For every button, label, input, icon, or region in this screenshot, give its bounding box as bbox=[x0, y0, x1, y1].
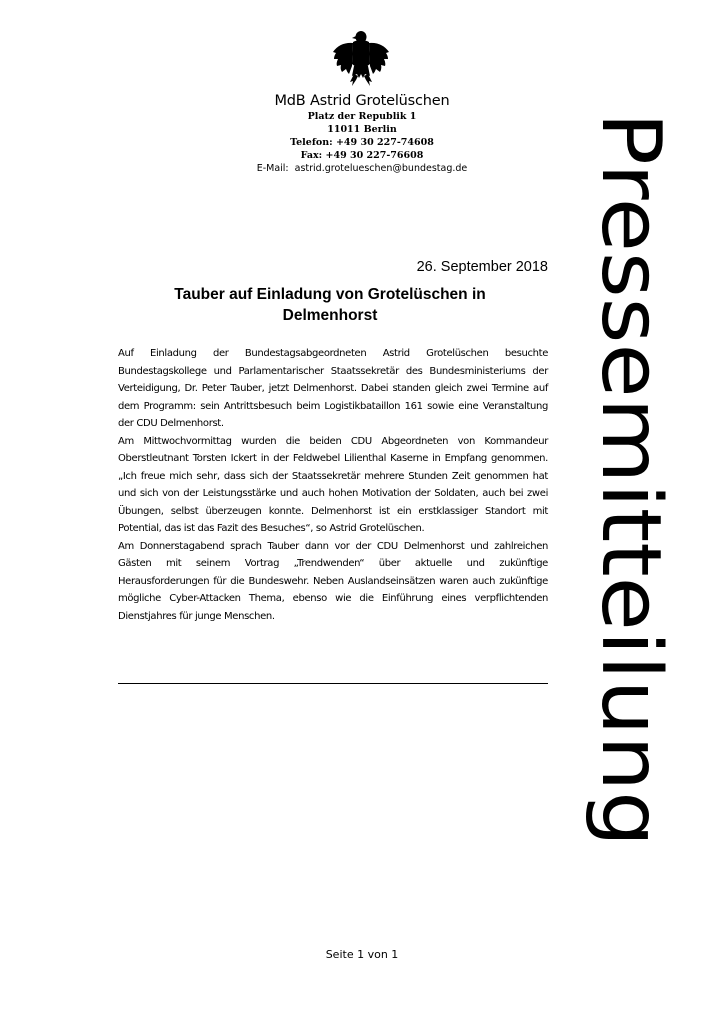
letterhead-phone: Telefon: +49 30 227-74608 bbox=[290, 137, 434, 148]
letterhead-street: Platz der Republik 1 bbox=[307, 111, 417, 122]
side-title-pressemitteilung bbox=[575, 112, 695, 850]
letterhead-email-row bbox=[200, 162, 524, 175]
page-number: Seite 1 von 1 bbox=[325, 948, 399, 961]
letterhead-email-link[interactable]: astrid.grotelueschen@bundestag.de bbox=[294, 163, 468, 174]
letterhead bbox=[200, 92, 524, 175]
letterhead-email-label: E-Mail: bbox=[256, 163, 289, 174]
headline-line-1: Tauber auf Einladung von Grotelüschen in bbox=[174, 286, 486, 303]
federal-eagle-icon bbox=[332, 28, 390, 88]
body-text bbox=[118, 345, 548, 625]
side-title-text: Pressemitteilung bbox=[583, 112, 678, 798]
letterhead-name: MdB Astrid Grotelüschen bbox=[274, 93, 450, 109]
letterhead-city: 11011 Berlin bbox=[327, 124, 397, 135]
letterhead-fax: Fax: +49 30 227-76608 bbox=[300, 150, 424, 161]
body-paragraph-1: Auf Einladung der Bundestagsabgeordneten Astrid Grotelüschen besuchte Bundestagskollege und Parlamentarischer Staatssekretär des Bundesministeriums der Verteidigung, Dr. Peter Tauber, jetzt Delmenhorst. Dabei standen gleich zwei Termine auf dem Programm: sein Antrittsbesuch beim Logistikbataillon 161 sowie eine Veranstaltung der CDU Delmenhorst. bbox=[118, 348, 548, 429]
body-paragraph-3: Am Donnerstagabend sprach Tauber dann vor der CDU Delmenhorst und zahlreichen Gästen mit seinem Vortrag „Trendwenden“ über aktuelle und zukünftige Herausforderungen für die Bundeswehr. Neben Auslandseinsätzen waren auch zukünftige mögliche Cyber-Attacken Thema, ebenso wie die Einführung eines verpflichtenden Dienstjahres für junge Menschen. bbox=[118, 540, 548, 622]
release-date: 26. September 2018 bbox=[416, 259, 548, 275]
horizontal-rule bbox=[118, 683, 548, 684]
headline bbox=[110, 284, 550, 326]
body-paragraph-2: Am Mittwochvormittag wurden die beiden CDU Abgeordneten von Kommandeur Oberstleutnant Torsten Ickert in der Feldwebel Lilienthal Kaserne in Empfang genommen. „Ich freue mich sehr, dass sich der Staatssekretär mehrere Stunden Zeit genommen hat und sich von der Leistungsstärke und auch hohen Motivation der Soldaten, auch bei zwei Übungen, selbst überzeugen konnte. Delmenhorst ist ein erstklassiger Standort mit Potential, das ist das Fazit des Besuches“, so Astrid Grotelüschen. bbox=[118, 435, 548, 534]
headline-line-2: Delmenhorst bbox=[282, 307, 378, 324]
